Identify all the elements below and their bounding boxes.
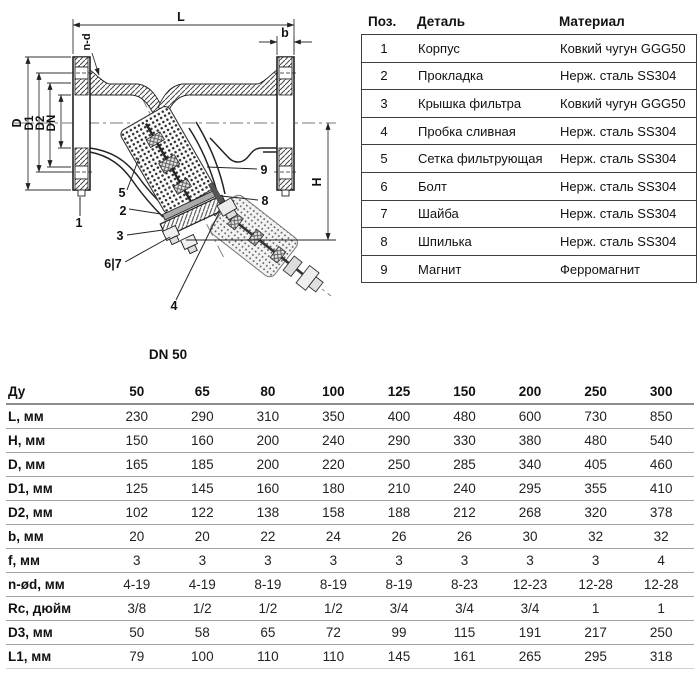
dim-row-label: Rc, дюйм (8, 601, 72, 616)
y-strainer-drawing (0, 0, 360, 374)
part-name: Корпус (418, 40, 460, 56)
dim-value: 330 (453, 433, 476, 448)
dim-value: 1/2 (324, 601, 343, 616)
dim-value: 200 (256, 433, 280, 448)
dim-value: 99 (391, 625, 407, 640)
dim-value: 165 (125, 457, 149, 472)
left-flange (70, 57, 93, 196)
dim-value: 410 (649, 481, 673, 496)
dim-value: 3 (460, 553, 469, 568)
dim-label-D1: D1 (24, 115, 36, 131)
dim-value: 350 (322, 409, 345, 424)
parts-table-row (362, 256, 696, 283)
dim-value: 188 (387, 505, 411, 520)
parts-table-header (361, 14, 697, 29)
dim-table (6, 380, 694, 669)
part-name: Магнит (418, 261, 462, 277)
dim-value: 12-28 (643, 577, 679, 592)
dim-table-row (6, 453, 694, 477)
callout-9: 9 (260, 163, 268, 177)
dim-value: 295 (584, 649, 607, 664)
dim-value: 400 (387, 409, 411, 424)
part-name: Прокладка (418, 68, 484, 84)
part-material: Ковкий чугун GGG50 (560, 40, 686, 56)
dim-value: 355 (584, 481, 607, 496)
dim-value: 3 (264, 553, 272, 568)
dim-value: 58 (194, 625, 210, 640)
dim-value: 318 (649, 649, 673, 664)
dim-value: 100 (191, 649, 214, 664)
dim-value: 138 (256, 505, 280, 520)
dim-value: 8-19 (319, 577, 347, 592)
part-name: Шпилька (418, 233, 472, 249)
dim-label-nd: n-d (81, 33, 93, 51)
dim-value: 378 (649, 505, 673, 520)
parts-table-row (362, 118, 696, 146)
dim-table-row (6, 477, 694, 501)
dim-size-header: 150 (453, 384, 476, 399)
dim-value: 26 (391, 529, 407, 544)
dim-label-H: H (310, 177, 324, 187)
part-material: Ковкий чугун GGG50 (560, 95, 686, 111)
dim-value: 217 (584, 625, 607, 640)
part-name: Шайба (418, 206, 459, 222)
dim-value: 79 (129, 649, 145, 664)
dim-table-row (6, 429, 694, 453)
dim-value: 4 (657, 553, 665, 568)
dim-value: 268 (518, 505, 542, 520)
dim-size-header: 300 (649, 384, 673, 399)
dim-value: 3/4 (389, 601, 409, 616)
dim-row-label: L1, мм (8, 649, 52, 664)
dim-value: 265 (518, 649, 542, 664)
dim-value: 160 (256, 481, 280, 496)
dim-value: 8-23 (450, 577, 479, 592)
part-position: 7 (380, 206, 388, 222)
dim-row-label: f, мм (8, 553, 40, 568)
dim-size-header: 80 (260, 384, 276, 399)
dim-value: 3 (198, 553, 207, 568)
dim-value: 12-23 (512, 577, 548, 592)
dim-size-header: 125 (387, 384, 411, 399)
dim-value: 24 (325, 529, 341, 544)
dim-value: 850 (649, 409, 673, 424)
dim-value: 380 (518, 433, 542, 448)
dn-size-label: DN 50 (148, 347, 188, 362)
dim-value: 3/8 (127, 601, 147, 616)
dim-value: 340 (518, 457, 542, 472)
dim-table-row (6, 525, 694, 549)
dim-value: 110 (322, 649, 345, 664)
dim-value: 1/2 (192, 601, 212, 616)
part-position: 4 (380, 123, 388, 139)
dim-row-label: L, мм (8, 409, 44, 424)
part-name: Болт (418, 178, 448, 194)
dim-value: 1/2 (258, 601, 278, 616)
dim-value: 480 (453, 409, 476, 424)
dim-value: 250 (649, 625, 673, 640)
parts-table-row (362, 90, 696, 118)
part-position: 8 (380, 233, 388, 249)
dim-value: 3 (591, 553, 600, 568)
parts-table-body (361, 34, 697, 283)
part-material: Нерж. сталь SS304 (560, 233, 677, 249)
dim-value: 285 (453, 457, 476, 472)
callout-6-7: 6|7 (104, 257, 122, 271)
dim-value: 1 (657, 601, 665, 616)
dim-value: 3 (133, 553, 141, 568)
dim-row-label: D, мм (8, 457, 46, 472)
dim-value: 30 (522, 529, 538, 544)
dim-row-label: D3, мм (8, 625, 53, 640)
part-position: 3 (380, 95, 388, 111)
dim-table-row (6, 549, 694, 573)
parts-table-row (362, 63, 696, 91)
dim-value: 191 (518, 625, 542, 640)
dim-table-row (6, 597, 694, 621)
dim-value: 460 (649, 457, 673, 472)
dim-label-D2: D2 (35, 115, 47, 131)
dim-table-row (6, 645, 694, 669)
part-material: Нерж. сталь SS304 (560, 123, 677, 139)
dim-value: 310 (256, 409, 280, 424)
dim-row-label: D2, мм (8, 505, 53, 520)
dim-value: 210 (387, 481, 411, 496)
parts-table-row (362, 35, 696, 63)
part-material: Ферромагнит (560, 261, 641, 277)
part-position: 6 (380, 178, 388, 194)
dim-value: 150 (125, 433, 149, 448)
dim-value: 3 (329, 553, 338, 568)
dim-value: 32 (588, 529, 604, 544)
dim-value: 3 (395, 553, 403, 568)
parts-table-row (362, 173, 696, 201)
dim-label-D: D (10, 118, 24, 128)
dim-size-header: 65 (194, 384, 210, 399)
dim-col-label: Ду (8, 384, 26, 399)
part-name: Пробка сливная (418, 123, 516, 139)
parts-header-part: Деталь (417, 14, 466, 29)
dim-value: 161 (453, 649, 476, 664)
dim-value: 3 (526, 553, 534, 568)
dim-value: 200 (256, 457, 280, 472)
dim-value: 145 (191, 481, 214, 496)
dim-value: 26 (456, 529, 473, 544)
callout-5: 5 (118, 186, 126, 200)
callout-4: 4 (170, 299, 178, 313)
parts-table-row (362, 201, 696, 229)
dim-value: 32 (653, 529, 669, 544)
dim-value: 65 (260, 625, 276, 640)
part-position: 9 (380, 261, 388, 277)
dim-value: 3/4 (520, 601, 540, 616)
part-material: Нерж. сталь SS304 (560, 206, 677, 222)
callout-1: 1 (75, 216, 83, 230)
dim-row-label: H, мм (8, 433, 46, 448)
dim-value: 185 (191, 457, 214, 472)
dim-value: 158 (322, 505, 345, 520)
dim-value: 240 (322, 433, 345, 448)
dim-table-row (6, 404, 694, 429)
parts-table-row (362, 145, 696, 173)
callout-8: 8 (261, 194, 269, 208)
dim-size-header: 50 (129, 384, 145, 399)
body-section (90, 70, 277, 115)
dim-value: 180 (322, 481, 345, 496)
technical-drawing (0, 0, 360, 374)
parts-table (361, 14, 697, 283)
dim-value: 4-19 (123, 577, 151, 592)
dim-size-header: 200 (518, 384, 542, 399)
dim-value: 102 (125, 505, 149, 520)
dim-value: 110 (257, 649, 279, 664)
dim-value: 50 (129, 625, 145, 640)
dim-value: 295 (518, 481, 542, 496)
right-flange (274, 57, 297, 196)
dim-value: 240 (453, 481, 476, 496)
dim-label-L: L (177, 10, 185, 24)
dim-row-label: n-ød, мм (8, 577, 65, 592)
callout-3: 3 (116, 229, 124, 243)
part-material: Нерж. сталь SS304 (560, 178, 677, 194)
part-name: Сетка фильтрующая (418, 151, 543, 167)
part-material: Нерж. сталь SS304 (560, 151, 677, 167)
parts-header-material: Материал (559, 14, 625, 29)
dim-value: 12-28 (578, 577, 613, 592)
dim-row-label: D1, мм (8, 481, 53, 496)
dimensions-table (6, 380, 694, 669)
dim-value: 730 (584, 409, 607, 424)
dim-table-row (6, 621, 694, 645)
dim-value: 3/4 (455, 601, 474, 616)
part-position: 5 (380, 151, 388, 167)
dim-value: 320 (584, 505, 607, 520)
dim-value: 230 (125, 409, 149, 424)
dim-table-body (6, 404, 694, 669)
part-name: Крышка фильтра (418, 95, 522, 111)
dim-value: 250 (387, 457, 411, 472)
dim-value: 122 (191, 505, 214, 520)
callout-2: 2 (119, 204, 127, 218)
dim-value: 20 (129, 529, 145, 544)
parts-table-row (362, 228, 696, 256)
dim-value: 125 (125, 481, 149, 496)
dim-table-row (6, 573, 694, 597)
dim-label-b: b (281, 26, 289, 40)
dim-value: 8-19 (385, 577, 413, 592)
dim-value: 290 (191, 409, 214, 424)
dim-value: 8-19 (254, 577, 282, 592)
dim-value: 145 (387, 649, 411, 664)
dim-header-row (6, 380, 694, 404)
dim-value: 115 (453, 625, 476, 640)
dim-value: 4-19 (188, 577, 216, 592)
dim-value: 160 (191, 433, 214, 448)
parts-header-pos: Поз. (368, 14, 397, 29)
part-position: 1 (380, 40, 388, 56)
dim-value: 1 (591, 601, 600, 616)
dim-value: 22 (260, 529, 276, 544)
dim-value: 220 (322, 457, 345, 472)
dim-value: 540 (649, 433, 673, 448)
dim-value: 20 (194, 529, 210, 544)
dim-row-label: b, мм (8, 529, 44, 544)
dim-size-header: 100 (322, 384, 345, 399)
dim-value: 290 (387, 433, 411, 448)
dim-value: 480 (584, 433, 607, 448)
dim-value: 405 (584, 457, 607, 472)
dim-label-DN: DN (46, 114, 58, 132)
dim-value: 212 (453, 505, 476, 520)
part-material: Нерж. сталь SS304 (560, 68, 677, 84)
dim-table-row (6, 501, 694, 525)
dim-value: 600 (518, 409, 542, 424)
part-position: 2 (380, 68, 388, 84)
dim-size-header: 250 (584, 384, 607, 399)
dim-value: 72 (325, 625, 341, 640)
